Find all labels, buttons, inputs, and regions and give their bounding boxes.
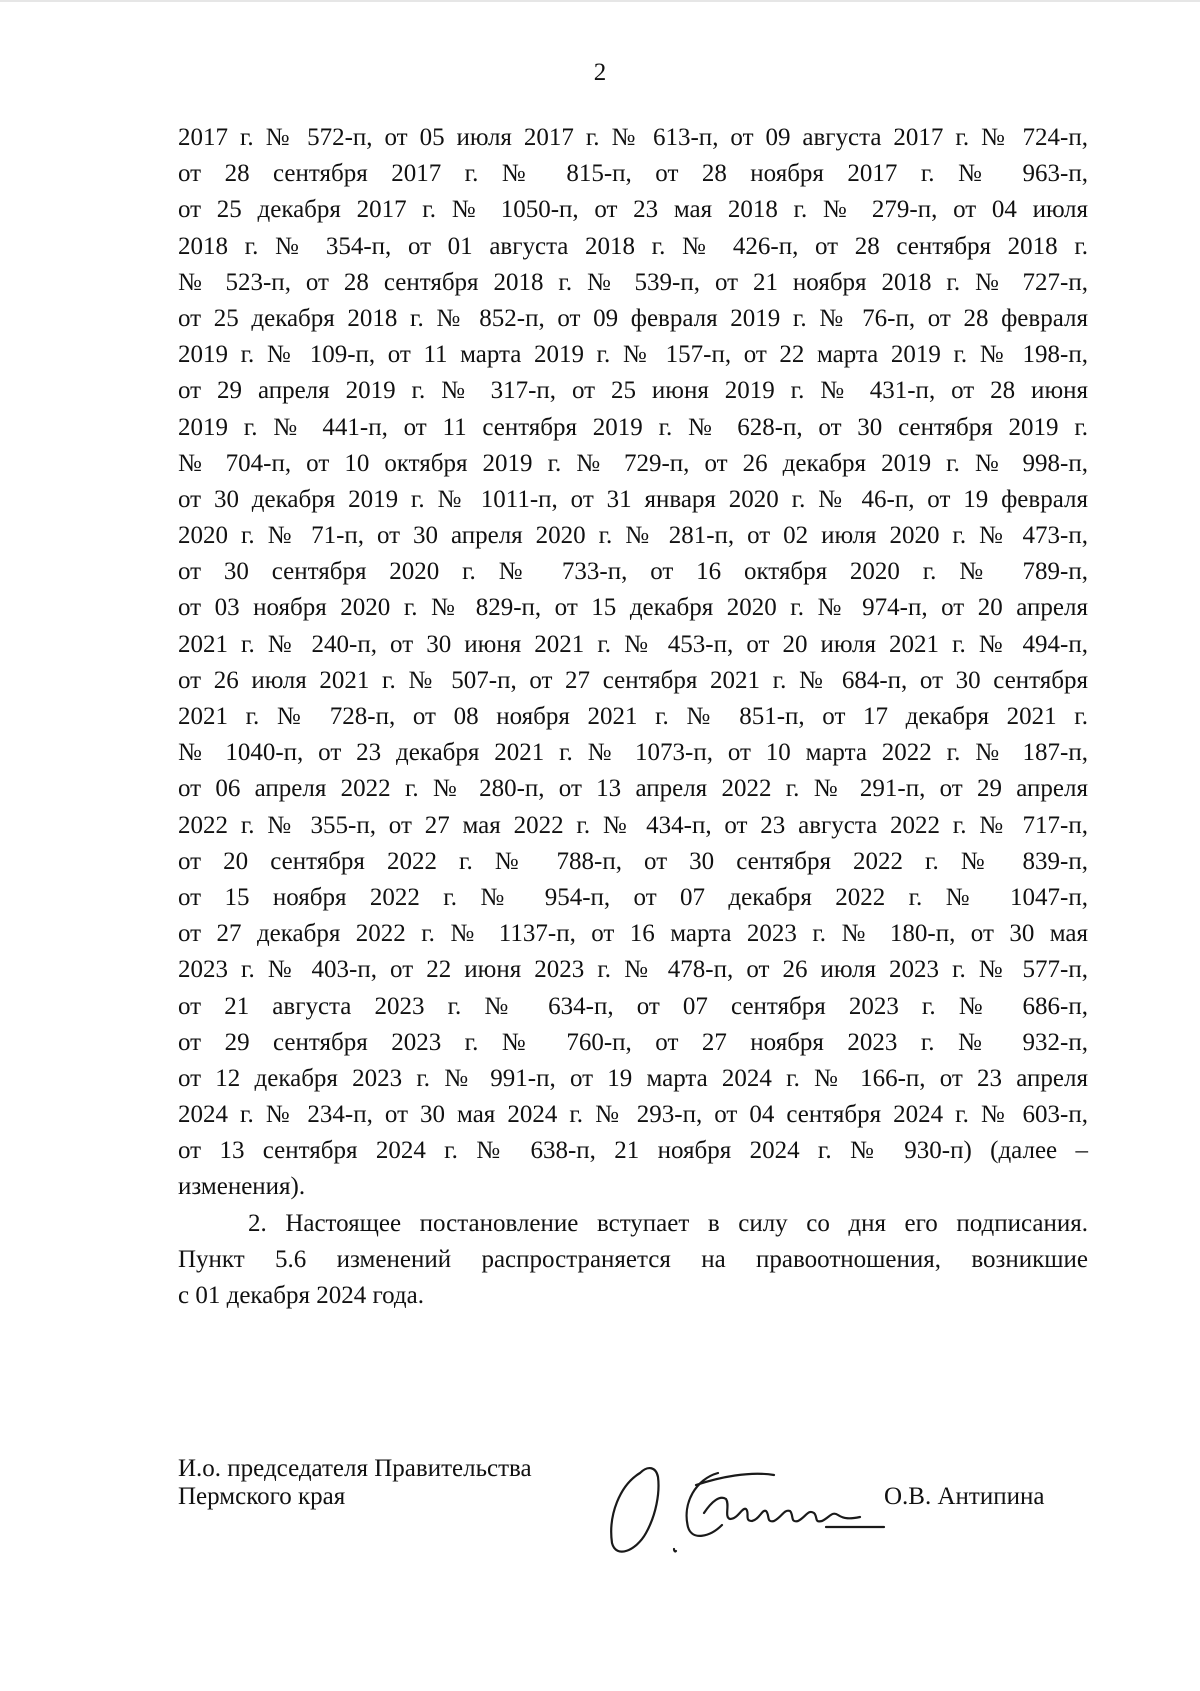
text-line: 2024 г. № 234-п, от 30 мая 2024 г. № 293-п, от 04 сентября 2024 г. № 603-п, [178, 1101, 1088, 1129]
text-line: 2018 г. № 354-п, от 01 августа 2018 г. № 426-п, от 28 сентября 2018 г. [178, 232, 1088, 260]
text-line: 2019 г. № 109-п, от 11 марта 2019 г. № 157-п, от 22 марта 2019 г. № 198-п, [178, 341, 1088, 369]
text-line: 2020 г. № 71-п, от 30 апреля 2020 г. № 281-п, от 02 июля 2020 г. № 473-п, [178, 522, 1088, 550]
text-line: 2021 г. № 240-п, от 30 июня 2021 г. № 453-п, от 20 июля 2021 г. № 494-п, [178, 630, 1088, 658]
text-line: 2. Настоящее постановление вступает в силу со дня его подписания. [248, 1209, 1088, 1237]
text-line: 2023 г. № 403-п, от 22 июня 2023 г. № 478-п, от 26 июля 2023 г. № 577-п, [178, 956, 1088, 984]
signatory-name: О.В. Антипина [884, 1483, 1045, 1510]
text-line: Пункт 5.6 изменений распространяется на правоотношения, возникшие [178, 1245, 1088, 1273]
signatory-title-line: Пермского края [178, 1483, 346, 1510]
signatory-title [178, 1455, 532, 1511]
text-line: от 06 апреля 2022 г. № 280-п, от 13 апреля 2022 г. № 291-п, от 29 апреля [178, 775, 1088, 803]
text-line: 2017 г. № 572-п, от 05 июля 2017 г. № 613-п, от 09 августа 2017 г. № 724-п, [178, 124, 1088, 151]
text-line: 2019 г. № 441-п, от 11 сентября 2019 г. № 628-п, от 30 сентября 2019 г. [178, 413, 1088, 441]
text-line: от 25 декабря 2018 г. № 852-п, от 09 февраля 2019 г. № 76-п, от 28 февраля [178, 304, 1088, 332]
text-line: № 1040-п, от 23 декабря 2021 г. № 1073-п, от 10 марта 2022 г. № 187-п, [178, 739, 1088, 767]
text-line: от 27 декабря 2022 г. № 1137-п, от 16 марта 2023 г. № 180-п, от 30 мая [178, 920, 1088, 948]
text-line: с 01 декабря 2024 года. [178, 1282, 424, 1309]
text-line: от 03 ноября 2020 г. № 829-п, от 15 декабря 2020 г. № 974-п, от 20 апреля [178, 594, 1088, 622]
text-line: от 21 августа 2023 г. № 634-п, от 07 сентября 2023 г. № 686-п, [178, 992, 1088, 1020]
text-line: от 13 сентября 2024 г. № 638-п, 21 ноября 2024 г. № 930-п) (далее – [178, 1137, 1088, 1165]
paragraph-entry-into-force [178, 1206, 1088, 1315]
text-line: № 704-п, от 10 октября 2019 г. № 729-п, от 26 декабря 2019 г. № 998-п, [178, 449, 1088, 477]
text-line: от 29 сентября 2023 г. № 760-п, от 27 ноября 2023 г. № 932-п, [178, 1028, 1088, 1056]
document-body [178, 120, 1088, 1314]
page-number: 2 [593, 59, 607, 86]
text-line: от 20 сентября 2022 г. № 788-п, от 30 сентября 2022 г. № 839-п, [178, 847, 1088, 875]
text-line: от 25 декабря 2017 г. № 1050-п, от 23 мая 2018 г. № 279-п, от 04 июля [178, 196, 1088, 224]
text-line: № 523-п, от 28 сентября 2018 г. № 539-п, от 21 ноября 2018 г. № 727-п, [178, 268, 1088, 296]
text-line: 2022 г. № 355-п, от 27 мая 2022 г. № 434-п, от 23 августа 2022 г. № 717-п, [178, 811, 1088, 839]
text-line: от 15 ноября 2022 г. № 954-п, от 07 декабря 2022 г. № 1047-п, [178, 883, 1088, 911]
signatory-title-line: И.о. председателя Правительства [178, 1455, 532, 1482]
text-line: 2021 г. № 728-п, от 08 ноября 2021 г. № 851-п, от 17 декабря 2021 г. [178, 703, 1088, 730]
text-line: от 29 апреля 2019 г. № 317-п, от 25 июня 2019 г. № 431-п, от 28 июня [178, 377, 1088, 405]
page-top-edge [0, 0, 1200, 2]
text-line: от 30 декабря 2019 г. № 1011-п, от 31 января 2020 г. № 46-п, от 19 февраля [178, 485, 1088, 513]
text-line: изменения). [178, 1173, 306, 1201]
text-line: от 30 сентября 2020 г. № 733-п, от 16 октября 2020 г. № 789-п, [178, 558, 1088, 586]
paragraph-amendments-list [178, 120, 1088, 1206]
text-line: от 28 сентября 2017 г. № 815-п, от 28 ноября 2017 г. № 963-п, [178, 160, 1088, 188]
text-line: от 26 июля 2021 г. № 507-п, от 27 сентября 2021 г. № 684-п, от 30 сентября [178, 666, 1088, 694]
handwritten-signature [600, 1455, 900, 1565]
text-line: от 12 декабря 2023 г. № 991-п, от 19 марта 2024 г. № 166-п, от 23 апреля [178, 1064, 1088, 1092]
